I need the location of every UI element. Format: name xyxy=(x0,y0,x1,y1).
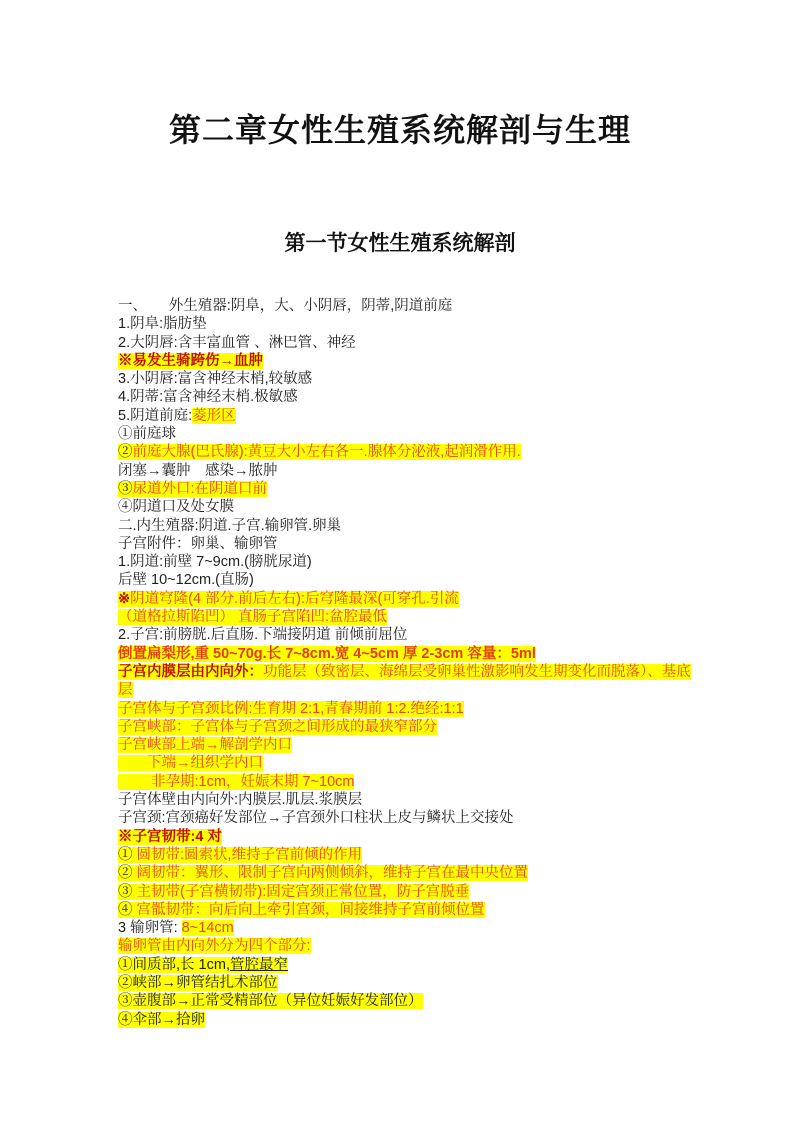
text-line xyxy=(118,517,700,535)
text-segment: 子宫峡部：子宫体与子宫颈之间形成的最狭窄部分 xyxy=(118,718,437,735)
text-line xyxy=(118,645,700,663)
text-line xyxy=(118,370,700,388)
text-segment: ※ xyxy=(118,590,131,607)
text-segment: 阔韧带：翼形、限制子宫向两侧倾斜，维持子宫在最中央位置 xyxy=(136,865,529,882)
text-segment: 宫骶韧带：向后向上牵引宫颈，间接维持子宫前倾位置 xyxy=(136,901,485,918)
text-line xyxy=(118,352,700,370)
text-line xyxy=(118,736,700,754)
text-segment: 下端→组织学内口 xyxy=(118,755,263,772)
text-segment: 1.阴阜:脂肪垫 xyxy=(118,316,207,333)
text-segment: 尿道外口:在阴道口前 xyxy=(132,480,268,497)
text-segment: ① xyxy=(118,846,137,863)
text-line xyxy=(118,901,700,919)
text-segment: 菱形区 xyxy=(192,407,236,424)
text-segment: 5.阴道前庭: xyxy=(118,407,193,424)
text-segment: 8~14cm xyxy=(181,920,234,937)
text-segment: ③ xyxy=(118,480,133,497)
text-segment: 倒置扁梨形,重 50~70g.长 7~8cm.宽 4~5cm 厚 2-3cm 容量：5ml xyxy=(118,645,536,662)
text-segment: 管腔最窄 xyxy=(229,956,288,973)
text-line xyxy=(118,462,700,480)
text-line xyxy=(118,1011,700,1029)
text-segment: 闭塞→囊肿 感染→脓肿 xyxy=(118,462,278,479)
text-line xyxy=(118,297,700,315)
document-body xyxy=(118,297,700,1029)
text-line xyxy=(118,571,700,589)
text-line xyxy=(118,718,700,736)
text-segment: 3 输卵管: xyxy=(118,920,182,937)
text-line xyxy=(118,992,700,1010)
text-segment: ③ xyxy=(118,883,137,900)
text-line xyxy=(118,754,700,772)
text-segment: 2.大阴唇:含丰富血管 、淋巴管、神经 xyxy=(118,334,356,351)
text-segment: ④阴道口及处女膜 xyxy=(118,499,234,516)
text-line xyxy=(118,883,700,901)
text-line xyxy=(118,828,700,846)
text-segment: 1.阴道:前壁 7~9cm.(膀胱尿道) xyxy=(118,554,312,571)
text-line xyxy=(118,974,700,992)
text-segment: ④伞部→拾卵 xyxy=(118,1011,205,1028)
text-segment: （道格拉斯陷凹） 直肠子宫陷凹:盆腔最低 xyxy=(118,609,388,626)
text-segment: ② xyxy=(118,444,133,461)
text-line xyxy=(118,956,700,974)
text-line xyxy=(118,388,700,406)
text-segment: ③壶腹部→正常受精部位（异位妊娠好发部位） xyxy=(118,993,423,1010)
text-line xyxy=(118,553,700,571)
text-line xyxy=(118,700,700,718)
text-segment: 后壁 10~12cm.(直肠) xyxy=(118,572,254,589)
text-segment: 输卵管由内向外分为四个部分: xyxy=(118,938,311,955)
text-segment: 子宫体与子宫颈比例:生育期 2:1,青春期前 1:2.绝经:1:1 xyxy=(118,700,464,717)
text-line xyxy=(118,846,700,864)
text-line xyxy=(118,919,700,937)
text-line xyxy=(118,809,700,827)
text-segment: 非孕期:1cm，妊娠末期 7~10cm xyxy=(118,773,355,790)
text-segment: ①间质部,长 1cm, xyxy=(118,956,230,973)
text-segment: 层 xyxy=(118,682,133,699)
text-line xyxy=(118,864,700,882)
text-segment: ①前庭球 xyxy=(118,426,176,443)
text-line xyxy=(118,480,700,498)
text-segment: 主韧带(子宫横韧带):固定宫颈正常位置，防子宫脱垂 xyxy=(136,883,470,900)
text-segment: 前庭大腺(巴氏腺):黄豆大小左右各一.腺体分泌液,起润滑作用. xyxy=(132,444,521,461)
text-line xyxy=(118,663,700,681)
text-segment: ※易发生骑跨伤→血肿 xyxy=(118,352,263,369)
text-line xyxy=(118,681,700,699)
text-line xyxy=(118,626,700,644)
text-segment: 子宫附件：卵巢、输卵管 xyxy=(118,535,278,552)
text-line xyxy=(118,608,700,626)
text-segment: ②峡部→卵管结扎术部位 xyxy=(118,974,278,991)
text-line xyxy=(118,315,700,333)
text-segment: 3.小阴唇:富含神经末梢,较敏感 xyxy=(118,371,313,388)
text-segment: ④ xyxy=(118,901,137,918)
text-segment: 功能层（致密层、海绵层受卵巢性激影响发生期变化而脱落）、基底 xyxy=(263,663,691,680)
text-line xyxy=(118,773,700,791)
text-segment: 2.子宫:前膀胱.后直肠.下端接阴道 前倾前屈位 xyxy=(118,627,408,644)
text-segment: 子宫体壁由内向外:内膜层.肌层.浆膜层 xyxy=(118,792,363,809)
text-segment: 子宫内膜层由内向外： xyxy=(118,663,263,680)
text-segment: ② xyxy=(118,865,137,882)
text-segment: 阴道穹隆(4 部分.前后左右):后穹隆最深(可穿孔.引流 xyxy=(130,590,459,607)
text-line xyxy=(118,590,700,608)
text-line xyxy=(118,425,700,443)
text-segment: ※子宫韧带:4 对 xyxy=(118,828,222,845)
text-segment: 子宫颈:宫颈癌好发部位→子宫颈外口柱状上皮与鳞状上交接处 xyxy=(118,810,514,827)
text-segment: 圆韧带:圆索状,维持子宫前倾的作用 xyxy=(136,846,363,863)
text-line xyxy=(118,498,700,516)
text-segment: 一、 外生殖器:阴阜，大、小阴唇，阴蒂,阴道前庭 xyxy=(118,298,453,314)
text-segment: 子宫峡部上端→解剖学内口 xyxy=(118,737,292,754)
section-title: 第一节女性生殖系统解剖 xyxy=(284,232,516,255)
text-line xyxy=(118,937,700,955)
text-line xyxy=(118,791,700,809)
text-segment: 4.阴蒂:富含神经末梢.极敏感 xyxy=(118,389,298,406)
text-line xyxy=(118,407,700,425)
chapter-title: 第二章女性生殖系统解剖与生理 xyxy=(168,112,631,148)
text-line xyxy=(118,334,700,352)
text-line xyxy=(118,443,700,461)
text-line xyxy=(118,535,700,553)
text-segment: 二.内生殖器:阴道.子宫.输卵管.卵巢 xyxy=(118,517,342,534)
